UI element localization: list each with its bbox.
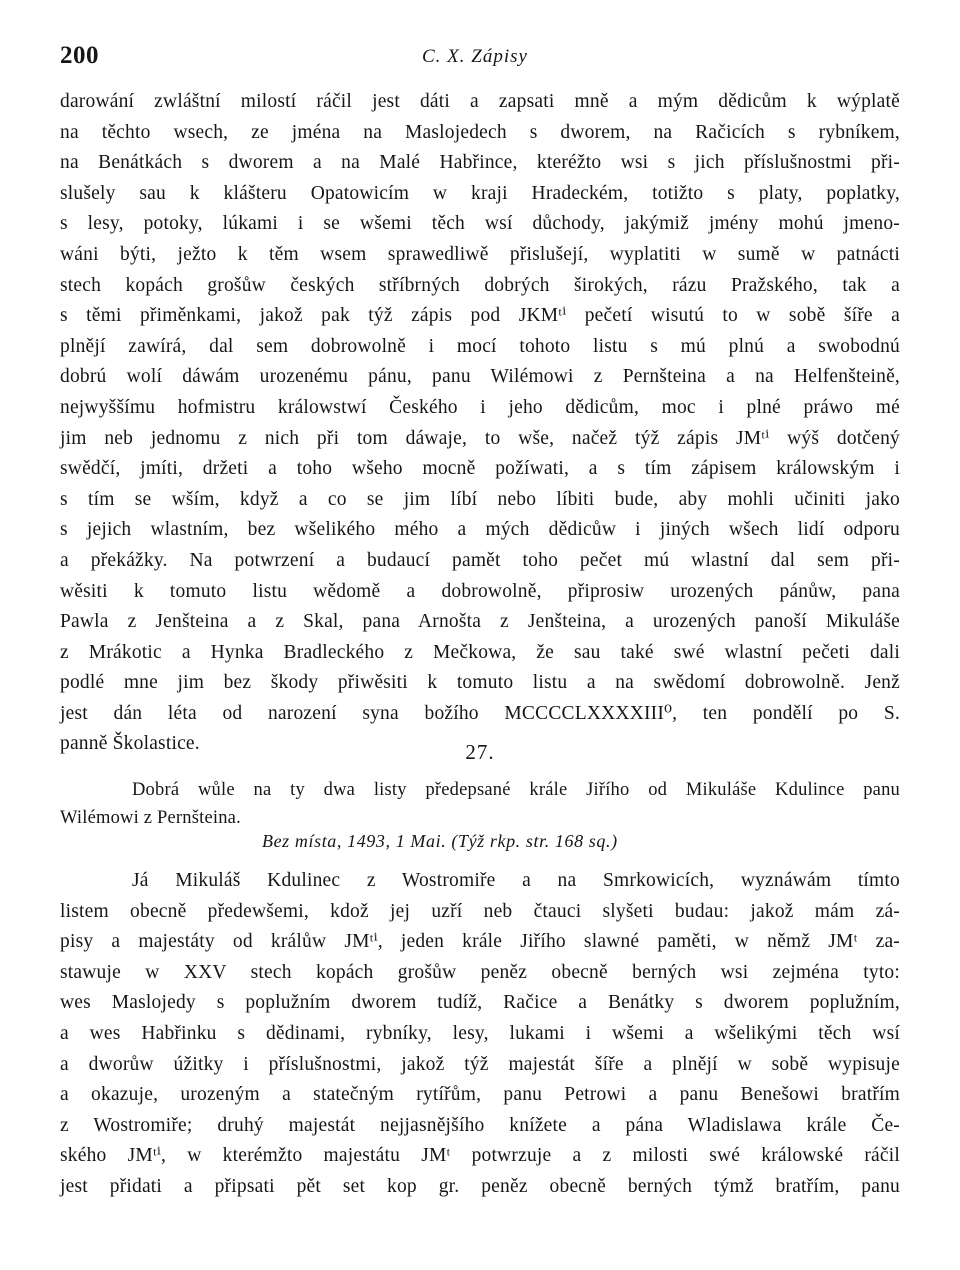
text-line: a okazuje, urozeným a statečným rytířům, panu Petrowi a panu Benešowi bratřím (60, 1084, 900, 1106)
text-line: stech kopách grošůw českých stříbrných dobrých širokých, rázu Pražského, tak a (60, 274, 900, 296)
text-line: swědčí, jmíti, držeti a toho wšeho mocně požíwati, a s tím zápisem králowským i (60, 458, 900, 480)
document-number: 27. (465, 740, 495, 764)
running-head: C. X. Zápisy (422, 46, 528, 67)
text-line: darowání zwláštní milostí ráčil jest dáti a zapsati mně a mým dědicům k wýplatě (60, 91, 900, 112)
text-line: a překážky. Na potwrzení a budaucí pamět toho pečet mú wlastní dal sem při- (60, 549, 900, 571)
text-line: s lesy, potoky, lúkami i se wšemi těch wsí důchody, jakýmiž jmény mohú jmeno- (60, 213, 900, 235)
text-line: wáni býti, ježto k těm wsem sprawedliwě přislušejí, wyplatiti w sumě w patnácti (60, 243, 900, 265)
paragraph-2 (60, 866, 900, 1203)
text-line: s jejich wlastním, bez wšelikého mého a mých dědicůw i jiných wšech lidí odporu (60, 519, 900, 541)
text-line: wes Maslojedy s poplužním dworem tudíž, Račice a Benátky s dworem poplužním, (60, 992, 900, 1014)
text-line: z Wostromiře; druhý majestát nejjasnějšího knížete a pána Wladislawa krále Če- (60, 1114, 900, 1136)
text-line: jim neb jednomu z nich při tom dáwaje, to wše, načež týž zápis JMᵗⁱ wýš dotčený (60, 427, 900, 449)
summary-line: Dobrá wůle na ty dwa listy předepsané krále Jiřího od Mikuláše Kdulince panu (132, 780, 900, 800)
paragraph-1 (60, 87, 900, 760)
text-line: jest přidati a připsati pět set kop gr. peněz obecně berných týmž bratřím, panu (60, 1175, 900, 1197)
text-line: s tím se wším, když a co se jim líbí nebo líbiti bude, aby mohli učiniti jako (60, 488, 900, 510)
text-line: na těchto wsech, ze jména na Maslojedech s dworem, na Račicích s rybníkem, (60, 121, 900, 143)
text-line: Pawla z Jenšteina a z Skal, pana Arnošta z Jenšteina, a urozených panoší Mikuláše (60, 611, 900, 633)
text-line: panně Školastice. (60, 733, 200, 755)
source-citation: Bez místa, 1493, 1 Mai. (Týž rkp. str. 168 sq.) (262, 831, 618, 851)
text-line: podlé mne jim bez škody přiwěsiti k tomuto listu a na swědomí dobrowolně. Jenž (60, 672, 900, 694)
text-line: slušely sau k klášteru Opatowicím w kraji Hradeckém, totižto s platy, poplatky, (60, 182, 900, 204)
text-line: s těmi přiměnkami, jakož pak týž zápis pod JKMᵗⁱ pečetí wisutú to w sobě šíře a (60, 305, 900, 327)
summary-line: Wilémowi z Pernšteina. (60, 808, 241, 828)
page-number: 200 (60, 42, 99, 69)
text-line: stawuje w XXV stech kopách grošůw peněz obecně berných wsi zejména tyto: (60, 961, 900, 983)
text-line: a dworůw úžitky i příslušnostmi, jakož týž majestát šíře a plnějí w sobě wypisuje (60, 1053, 900, 1075)
text-line: ského JMᵗⁱ, w kterémžto majestátu JMᵗ potwrzuje a z milosti swé králowské ráčil (60, 1145, 900, 1167)
text-line: pisy a majestáty od králůw JMᵗⁱ, jeden krále Jiřího slawné paměti, w němž JMᵗ za- (60, 931, 900, 953)
text-line: listem obecně předewšemi, kdož jej uzří neb čtauci slyšeti budau: jakož mám zá- (60, 900, 900, 922)
page-header (60, 42, 900, 78)
text-line: a wes Habřinku s dědinami, rybníky, lesy, lukami i wšemi a wšelikými těch wsí (60, 1022, 900, 1044)
text-line: dobrú wolí dáwám urozenému pánu, panu Wilémowi z Pernšteina a na Helfenšteině, (60, 366, 900, 388)
text-line: wěsiti k tomuto listu wědomě a dobrowolně, připrosiw urozených pánůw, pana (60, 580, 900, 602)
text-line: na Benátkách s dworem a na Malé Habřince, kteréžto wsi s jich příslušnostmi při- (60, 152, 900, 174)
text-line: Já Mikuláš Kdulinec z Wostromiře a na Smrkowicích, wyznáwám tímto (132, 870, 900, 891)
text-line: z Mrákotic a Hynka Bradleckého z Mečkowa, že sau také swé wlastní pečeti dali (60, 641, 900, 663)
document-summary (60, 776, 900, 832)
text-line: jest dán léta od narození syna božího MCCCCLXXXXIII⁰, ten pondělí po S. (60, 702, 900, 724)
text-line: plnějí zawírá, dal sem dobrowolně i mocí tohoto listu s mú plnú a swobodnú (60, 335, 900, 357)
text-line: nejwyššímu hofmistru králowstwí Českého i jeho dědicům, moc i plné práwo mé (60, 396, 900, 418)
